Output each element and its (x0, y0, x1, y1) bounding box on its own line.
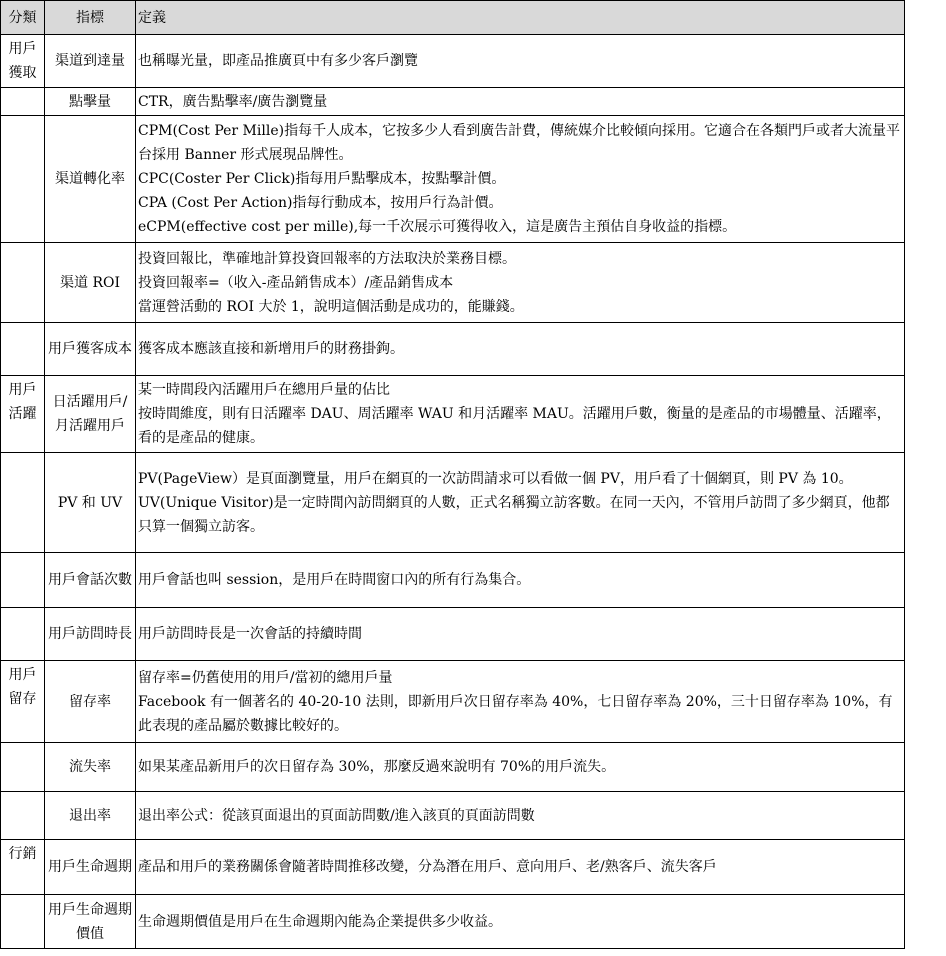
definition-cell (136, 116, 905, 243)
header-definition: 定義 (136, 1, 905, 35)
definition-line: 投資回報比，準確地計算投資回報率的方法取決於業務目標。 (138, 250, 516, 267)
table-row (1, 35, 905, 88)
indicator-cell: 日活躍用戶/月活躍用戶 (45, 376, 136, 453)
definition-cell (136, 453, 905, 553)
category-cell: 用戶留存 (1, 661, 45, 743)
category-cell (1, 895, 45, 949)
indicator-cell: 用戶生命週期 (45, 840, 136, 895)
table-row (1, 243, 905, 323)
category-cell (1, 88, 45, 116)
definition-cell (136, 608, 905, 661)
table-header-row (1, 1, 905, 35)
definition-line: CPA (Cost Per Action)指每行動成本，按用戶行為計價。 (138, 195, 503, 211)
definition-cell (136, 661, 905, 743)
category-cell (1, 323, 45, 376)
indicator-cell: 流失率 (45, 743, 136, 792)
indicator-cell: PV 和 UV (45, 453, 136, 553)
category-cell (1, 608, 45, 661)
definition-line: 獲客成本應該直接和新增用戶的財務掛鉤。 (138, 341, 404, 357)
definition-line: 退出率公式：從該頁面退出的頁面訪問數/進入該頁的頁面訪問數 (138, 807, 535, 824)
category-cell (1, 453, 45, 553)
definition-line: 用戶會話也叫 session，是用戶在時間窗口內的所有行為集合。 (138, 572, 531, 588)
definition-cell (136, 553, 905, 608)
table-row (1, 553, 905, 608)
definition-line: eCPM(effective cost per mille),每一千次展示可獲得收入，這是廣告主預估自身收益的指標。 (138, 219, 737, 235)
definition-line: 按時間維度，則有日活躍率 DAU、周活躍率 WAU 和月活躍率 MAU。活躍用戶數，衡量的是產品的市場體量、活躍率，看的是產品的健康。 (138, 406, 891, 446)
category-cell (1, 243, 45, 323)
definition-line: 投資回報率=（收入-產品銷售成本）/產品銷售成本 (138, 274, 454, 291)
table-row (1, 323, 905, 376)
definition-cell (136, 323, 905, 376)
definition-cell (136, 895, 905, 949)
table-row (1, 895, 905, 949)
table-body (1, 35, 905, 949)
category-cell: 用戶獲取 (1, 35, 45, 88)
definition-cell (136, 88, 905, 116)
indicator-cell: 點擊量 (45, 88, 136, 116)
indicator-cell: 用戶獲客成本 (45, 323, 136, 376)
indicator-cell: 渠道 ROI (45, 243, 136, 323)
definition-cell (136, 376, 905, 453)
definition-line: CPC(Coster Per Click)指每用戶點擊成本，按點擊計價。 (138, 171, 506, 187)
definition-cell (136, 243, 905, 323)
table-row (1, 453, 905, 553)
definition-line: PV(PageView）是頁面瀏覽量，用戶在網頁的一次訪問請求可以看做一個 PV，用戶看了十個網頁，則 PV 為 10。 (138, 470, 853, 487)
indicator-cell: 留存率 (45, 661, 136, 743)
definition-line: 也稱曝光量，即產品推廣頁中有多少客戶瀏覽 (138, 53, 418, 69)
definition-line: 如果某產品新用戶的次日留存為 30%，那麼反過來說明有 70%的用戶流失。 (138, 759, 616, 775)
definition-line: 用戶訪問時長是一次會話的持續時間 (138, 626, 362, 642)
indicator-cell: 渠道轉化率 (45, 116, 136, 243)
indicator-cell: 用戶訪問時長 (45, 608, 136, 661)
category-cell (1, 792, 45, 840)
table-row (1, 116, 905, 243)
table-row (1, 743, 905, 792)
category-cell (1, 553, 45, 608)
header-indicator: 指標 (45, 1, 136, 35)
definition-cell (136, 743, 905, 792)
definition-line: Facebook 有一個著名的 40-20-10 法則，即新用戶次日留存率為 40%，七日留存率為 20%，三十日留存率為 10%，有此表現的產品屬於數據比較好的。 (138, 693, 893, 734)
category-cell: 行銷 (1, 840, 45, 895)
table-row (1, 792, 905, 840)
definition-line: CPM(Cost Per Mille)指每千人成本，它按多少人看到廣告計費，傳統媒介比較傾向採用。它適合在各類門戶或者大流量平台採用 Banner 形式展現品牌性。 (138, 123, 901, 163)
definition-cell (136, 35, 905, 88)
definition-cell (136, 840, 905, 895)
category-cell (1, 743, 45, 792)
indicator-cell: 用戶生命週期價值 (45, 895, 136, 949)
definition-line: 某一時間段內活躍用戶在總用戶量的佔比 (138, 382, 390, 398)
definition-line: 留存率=仍舊使用的用戶/當初的總用戶量 (138, 669, 393, 686)
definition-line: 生命週期價值是用戶在生命週期內能為企業提供多少收益。 (138, 913, 502, 930)
indicator-cell: 退出率 (45, 792, 136, 840)
category-cell: 用戶活躍 (1, 376, 45, 453)
table-row (1, 661, 905, 743)
definition-line: UV(Unique Visitor)是一定時間內訪問網頁的人數，正式名稱獨立訪客數。在同一天內，不管用戶訪問了多少網頁，他都只算一個獨立訪客。 (138, 494, 890, 535)
definition-line: 產品和用戶的業務關係會隨著時間推移改變，分為潛在用戶、意向用戶、老/熟客戶、流失客戶 (138, 859, 717, 875)
table-row (1, 376, 905, 453)
definition-cell (136, 792, 905, 840)
header-category: 分類 (1, 1, 45, 35)
indicator-cell: 用戶會話次數 (45, 553, 136, 608)
table-row (1, 840, 905, 895)
definition-line: CTR，廣告點擊率/廣告瀏覽量 (138, 93, 328, 110)
category-cell (1, 116, 45, 243)
definition-line: 當運營活動的 ROI 大於 1，說明這個活動是成功的，能賺錢。 (138, 298, 524, 315)
indicator-cell: 渠道到達量 (45, 35, 136, 88)
table-row (1, 608, 905, 661)
table-row (1, 88, 905, 116)
